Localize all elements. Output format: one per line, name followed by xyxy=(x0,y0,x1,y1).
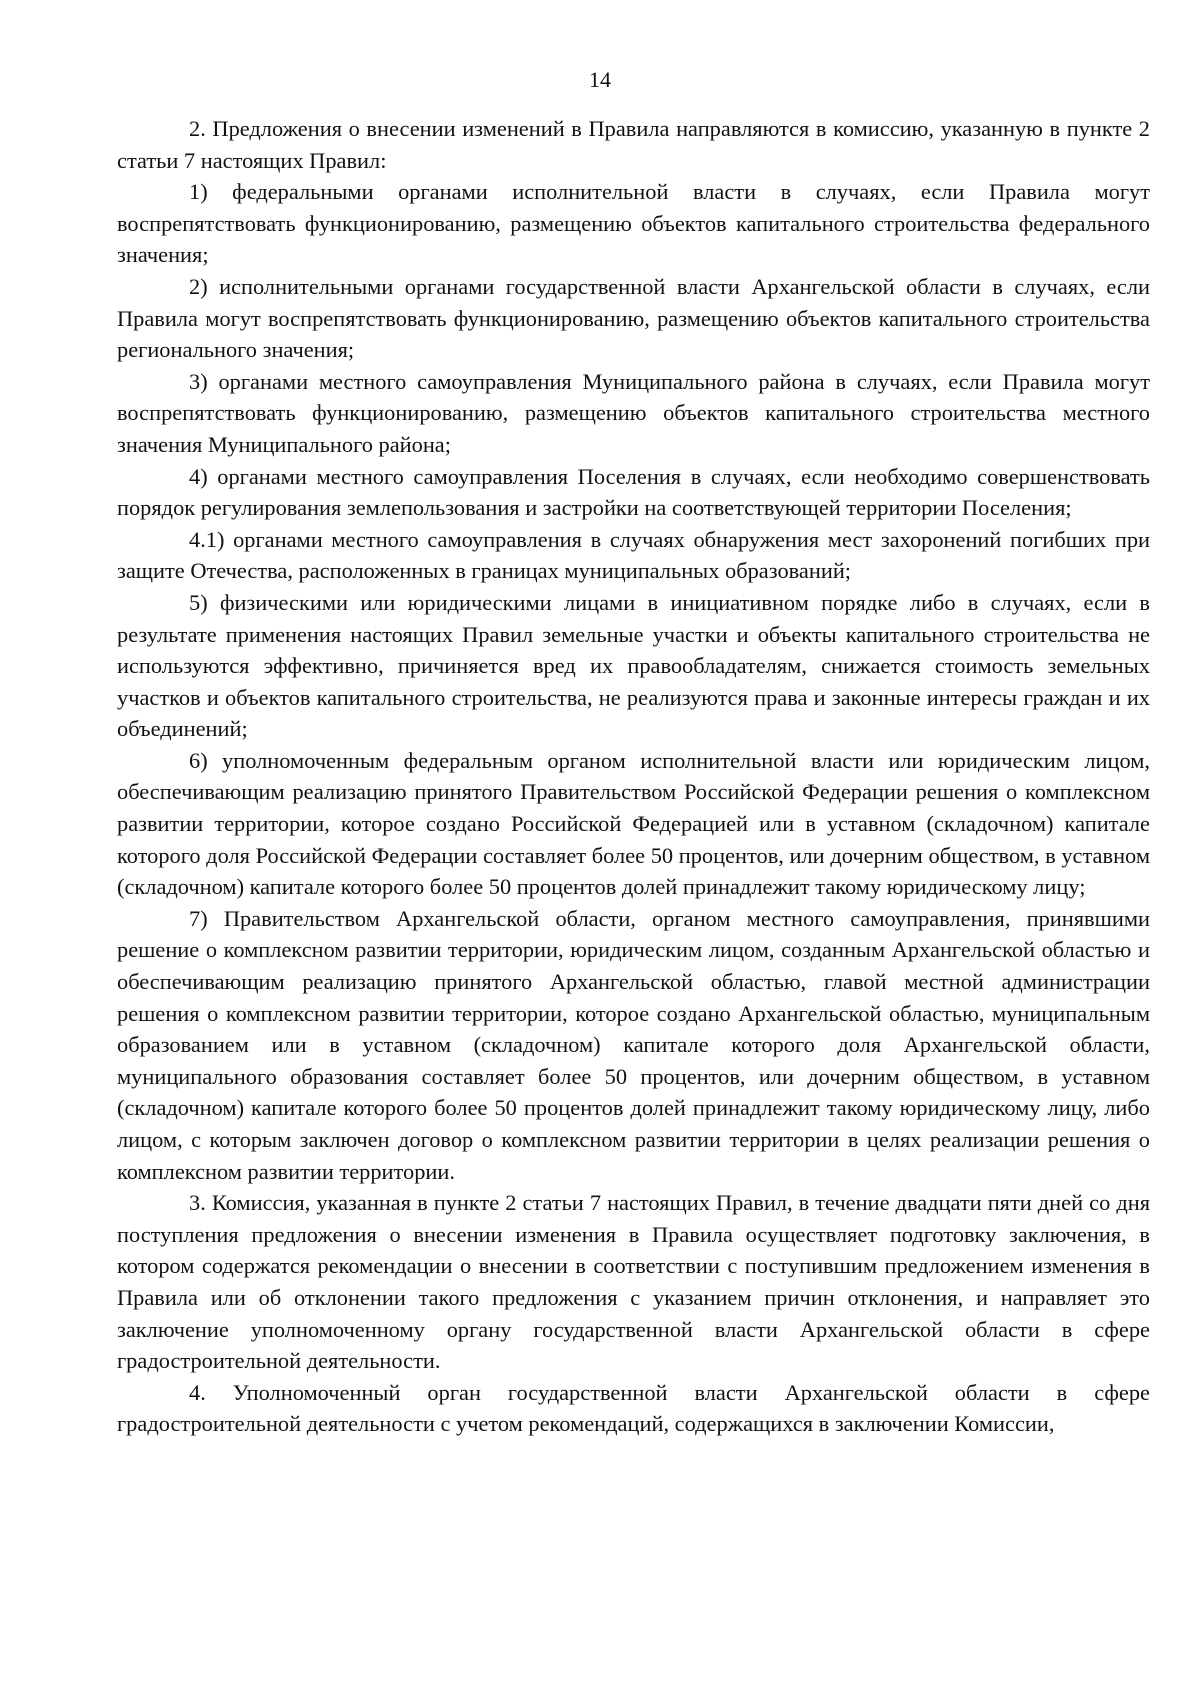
paragraph-item-1: 1) федеральными органами исполнительной власти в случаях, если Правила могут воспрепятствовать функционированию, размещению объектов капитального строительства федерального значения; xyxy=(117,179,1150,268)
paragraph-item-6: 6) уполномоченным федеральным органом исполнительной власти или юридическим лицом, обеспечивающим реализацию принятого Правительством Российской Федерации решения о комплексном развитии территории, которое создано Российской Федерацией или в уставном (складочном) капитале которого доля Российской Федерации составляет более 50 процентов, или дочерним обществом, в уставном (складочном) капитале которого более 50 процентов долей принадлежит такому юридическому лицу; xyxy=(117,747,1150,900)
paragraph-item-2: 2) исполнительными органами государственной власти Архангельской области в случаях, если Правила могут воспрепятствовать функционированию, размещению объектов капитального строительства регионального значения; xyxy=(117,273,1150,363)
page-number: 14 xyxy=(589,67,611,92)
document-body xyxy=(117,113,1150,1440)
paragraph-item-5: 5) физическими или юридическими лицами в инициативном порядке либо в случаях, если в результате применения настоящих Правил земельные участки и объекты капитального строительства не используются эффективно, причиняется вред их правообладателям, снижается стоимость земельных участков и объектов капитального строительства, не реализуются права и законные интересы граждан и их объединений; xyxy=(117,589,1150,742)
paragraph-2-intro: 2. Предложения о внесении изменений в Правила направляются в комиссию, указанную в пункте 2 статьи 7 настоящих Правил: xyxy=(117,116,1150,173)
paragraph-3: 3. Комиссия, указанная в пункте 2 статьи 7 настоящих Правил, в течение двадцати пяти дней со дня поступления предложения о внесении изменения в Правила осуществляет подготовку заключения, в котором содержатся рекомендации о внесении в соответствии с поступившим предложением изменения в Правила или об отклонении такого предложения с указанием причин отклонения, и направляет это заключение уполномоченному органу государственной власти Архангельской области в сфере градостроительной деятельности. xyxy=(117,1190,1150,1374)
paragraph-item-7: 7) Правительством Архангельской области, органом местного самоуправления, принявшими решение о комплексном развитии территории, юридическим лицом, созданным Архангельской областью и обеспечивающим реализацию принятого Архангельской областью, главой местной администрации решения о комплексном развитии территории, которое создано Архангельской областью, муниципальным образованием или в уставном (складочном) капитале которого доля Архангельской области, муниципального образования составляет более 50 процентов, или дочерним обществом, в уставном (складочном) капитале которого более 50 процентов долей принадлежит такому юридическому лицу, либо лицом, с которым заключен договор о комплексном развитии территории в целях реализации решения о комплексном развитии территории. xyxy=(117,905,1150,1184)
paragraph-4: 4. Уполномоченный орган государственной власти Архангельской области в сфере градостроительной деятельности с учетом рекомендаций, содержащихся в заключении Комиссии, xyxy=(117,1379,1150,1437)
paragraph-item-4: 4) органами местного самоуправления Поселения в случаях, если необходимо совершенствовать порядок регулирования землепользования и застройки на соответствующей территории Поселения; xyxy=(117,463,1150,521)
paragraph-item-4-1: 4.1) органами местного самоуправления в случаях обнаружения мест захоронений погибших при защите Отечества, расположенных в границах муниципальных образований; xyxy=(117,526,1150,584)
paragraph-item-3: 3) органами местного самоуправления Муниципального района в случаях, если Правила могут воспрепятствовать функционированию, размещению объектов капитального строительства местного значения Муниципального района; xyxy=(117,368,1150,457)
